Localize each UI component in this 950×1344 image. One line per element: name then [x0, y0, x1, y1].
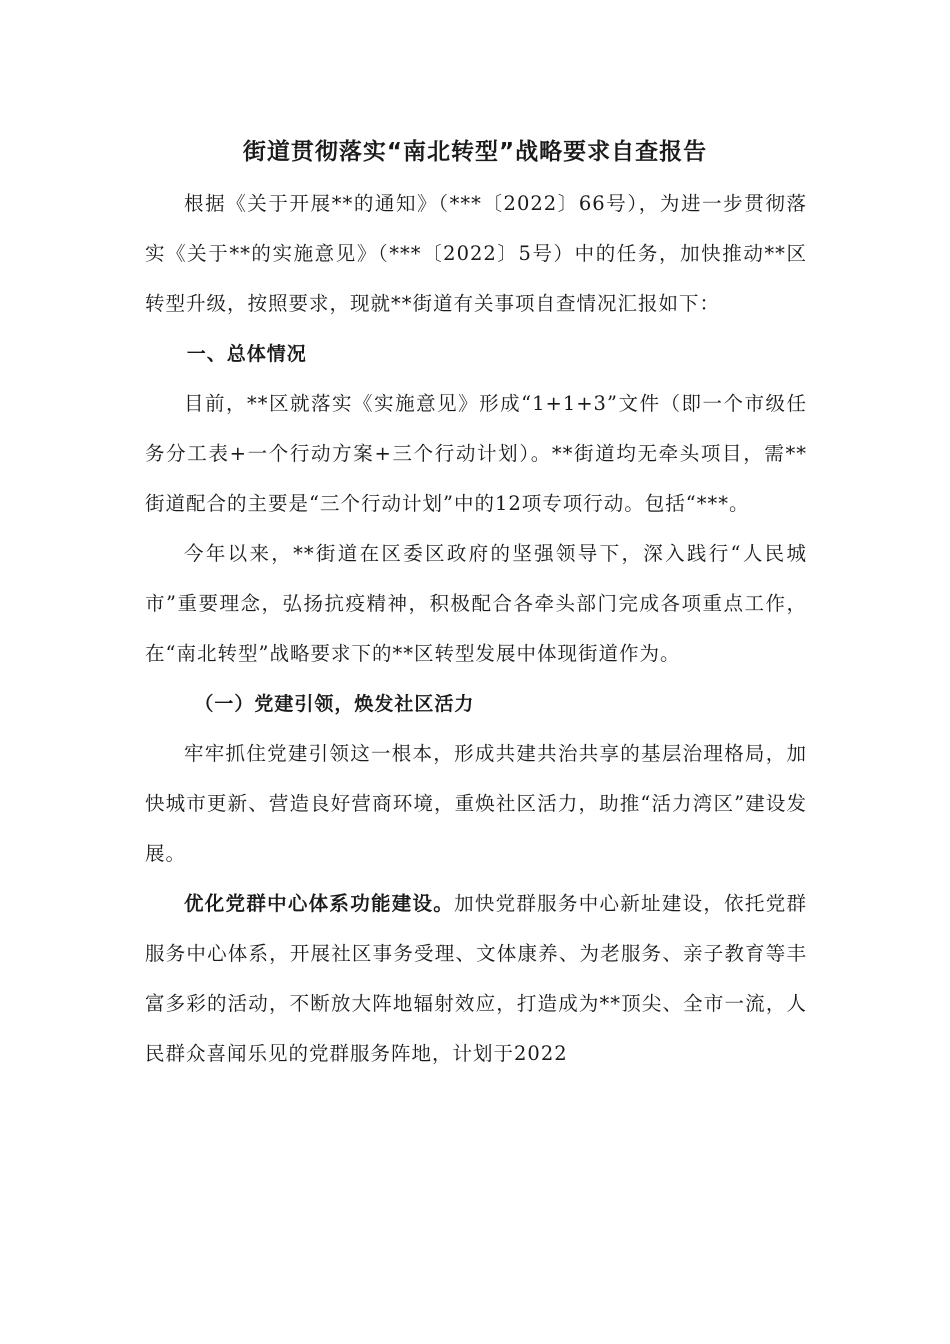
subsection-heading-party-building: （一）党建引领，焕发社区活力: [194, 693, 475, 715]
document-title: 街道贯彻落实“南北转型”战略要求自查报告: [242, 139, 708, 165]
paragraph-body-text: 加快党群服务中心新址建设，依托党群服务中心体系，开展社区事务受理、文体康养、为老服务、亲子教育等丰富多彩的活动，不断放大阵地辐射效应，打造成为**顶尖、全市一流，人民群众喜闻乐见的党群服务阵地，计划于2022: [145, 892, 807, 1065]
paragraph-lead-phrase: 优化党群中心体系功能建设。: [184, 892, 455, 915]
overview-paragraph-2: 今年以来，**街道在区委区政府的坚强领导下，深入践行“人民城市”重要理念，弘扬抗疫精神，积极配合各牵头部门完成各项重点工作，在“南北转型”战略要求下的**区转型发展中体现街道作为。: [145, 542, 807, 665]
overview-paragraph-1: 目前，**区就落实《实施意见》形成“1+1+3”文件（即一个市级任务分工表+一个行动方案+三个行动计划）。**街道均无牵头项目，需**街道配合的主要是“三个行动计划”中的12项专项行动。包括“***。: [145, 392, 807, 515]
document-body: [145, 179, 807, 1079]
party-building-paragraph-1: 牢牢抓住党建引领这一根本，形成共建共治共享的基层治理格局，加快城市更新、营造良好营商环境，重焕社区活力，助推“活力湾区”建设发展。: [145, 742, 807, 865]
intro-paragraph: 根据《关于开展**的通知》（***〔2022〕66号），为进一步贯彻落实《关于**的实施意见》（***〔2022〕5号）中的任务，加快推动**区转型升级，按照要求，现就**街道有关事项自查情况汇报如下：: [145, 192, 807, 315]
section-heading-overview: 一、总体情况: [186, 343, 307, 365]
party-building-paragraph-2: [145, 879, 807, 1079]
